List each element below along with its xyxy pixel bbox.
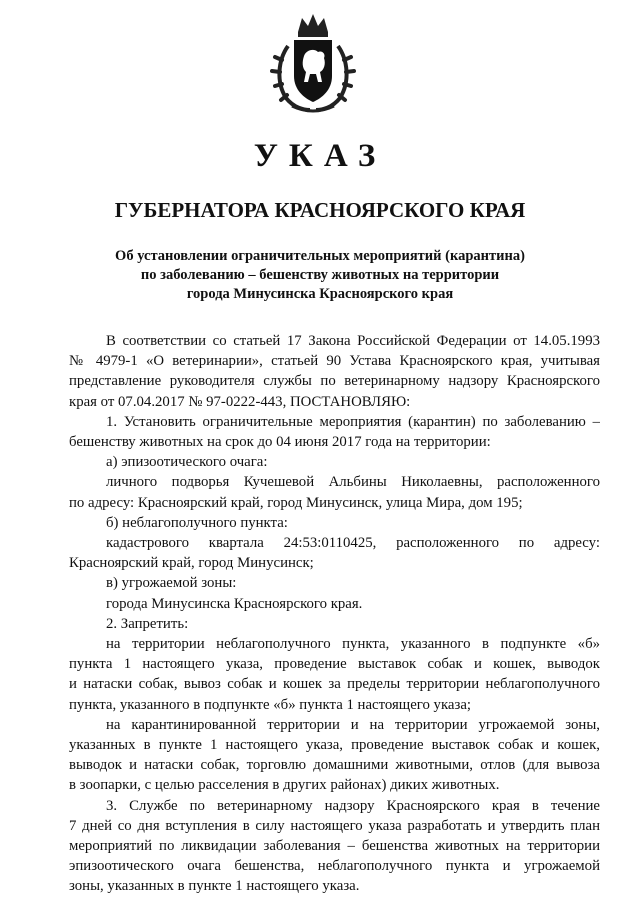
- body-text-line: личного подворья Кучешевой Альбины Николаевны, расположенного: [106, 474, 600, 491]
- body-text-line: на карантинированной территории и на территории угрожаемой зоны,: [106, 716, 600, 733]
- body-text-line: кадастрового квартала 24:53:0110425, расположенного по адресу:: [106, 535, 600, 552]
- document-heading: [0, 247, 640, 304]
- body-text-line: 7 дней со дня вступления в силу настоящего указа разработать и утвердить план: [69, 817, 600, 834]
- document-body: [69, 331, 600, 897]
- body-text-line: № 4979-1 «О ветеринарии», статьей 90 Устава Красноярского края, учитывая: [69, 353, 600, 370]
- body-text-line: 3. Службе по ветеринарному надзору Красноярского края в течение: [106, 797, 600, 814]
- body-text-line: по адресу: Красноярский край, город Минусинск, улица Мира, дом 195;: [69, 494, 523, 511]
- document-title: УКАЗ: [253, 138, 387, 174]
- body-text-line: Красноярский край, город Минусинск;: [69, 555, 314, 572]
- heading-line: города Минусинска Красноярского края: [186, 286, 454, 302]
- heading-line: Об установлении ограничительных мероприятий (карантина): [115, 248, 525, 264]
- body-text-line: зоны, указанных в пункте 1 настоящего указа.: [69, 878, 360, 895]
- body-text-line: указанных в пункте 1 настоящего указа, проведение выставок собак и кошек,: [69, 737, 600, 754]
- body-text-line: мероприятий по ликвидации заболевания – бешенства животных на территории: [69, 838, 600, 855]
- coat-of-arms-emblem: [270, 10, 356, 116]
- body-text-line: представление руководителя службы по ветеринарному надзору Красноярского: [69, 373, 600, 390]
- body-text-line: выводок и натаски собак, торговлю домашними животными, отлов (для вывоза: [69, 757, 600, 774]
- body-text-line: 1. Установить ограничительные мероприятия (карантин) по заболеванию –: [106, 413, 600, 430]
- body-text-line: пункта, указанного в подпункте «б» пункта 1 настоящего указа;: [69, 696, 472, 713]
- body-text-line: б) неблагополучного пункта:: [106, 514, 288, 531]
- body-text-line: бешенству животных на срок до 04 июня 2017 года на территории:: [69, 434, 491, 451]
- body-text-line: в зоопарки, с целью расселения в других районах) диких животных.: [69, 777, 500, 794]
- body-text-line: 2. Запретить:: [106, 615, 189, 632]
- body-text-line: на территории неблагополучного пункта, указанного в подпункте «б»: [106, 636, 600, 653]
- heading-line: по заболеванию – бешенству животных на территории: [140, 267, 500, 283]
- body-text-line: в) угрожаемой зоны:: [106, 575, 237, 592]
- body-text-line: эпизоотического очага бешенства, неблагополучного пункта и угрожаемой: [69, 858, 600, 875]
- body-text-line: В соответствии со статьей 17 Закона Российской Федерации от 14.05.1993: [106, 333, 600, 349]
- body-text-line: и натаски собак, вывоз собак и кошек за пределы территории неблагополучного: [69, 676, 600, 693]
- document-subtitle: ГУБЕРНАТОРА КРАСНОЯРСКОГО КРАЯ: [114, 198, 526, 222]
- body-text-line: пункта 1 настоящего указа, проведение выставок собак и кошек, выводок: [69, 656, 600, 673]
- body-text-line: города Минусинска Красноярского края.: [106, 595, 363, 612]
- body-text-line: края от 07.04.2017 № 97-0222-443, ПОСТАНОВЛЯЮ:: [69, 393, 411, 410]
- body-text-line: а) эпизоотического очага:: [106, 454, 268, 471]
